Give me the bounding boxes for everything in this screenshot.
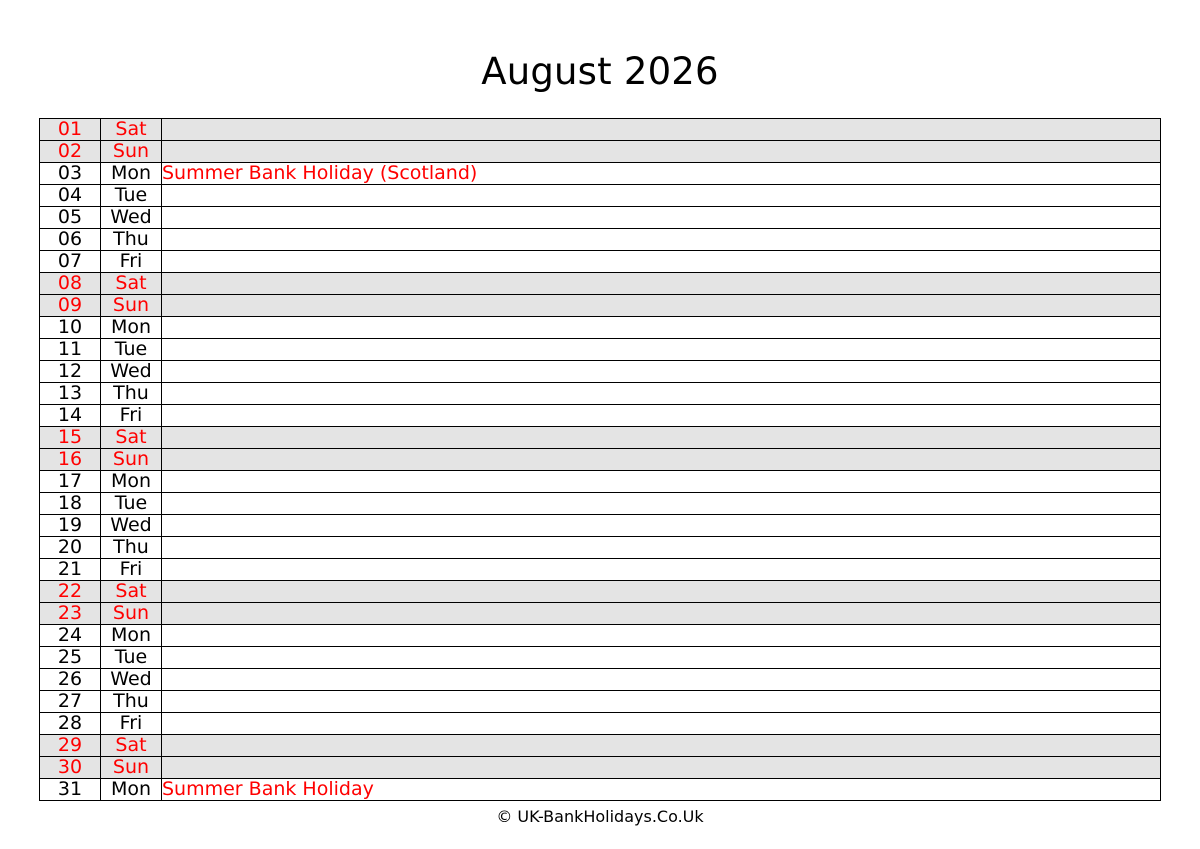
day-note-cell [162, 273, 1161, 295]
day-number: 12 [40, 361, 101, 383]
footer-credit: © UK-BankHolidays.Co.Uk [496, 807, 704, 826]
day-of-week: Sat [101, 119, 162, 141]
calendar-row [40, 515, 1161, 537]
day-note-cell [162, 163, 1161, 185]
calendar-row [40, 339, 1161, 361]
day-number: 05 [40, 207, 101, 229]
day-of-week: Mon [101, 317, 162, 339]
calendar-row [40, 119, 1161, 141]
day-note-cell [162, 757, 1161, 779]
day-of-week: Sat [101, 427, 162, 449]
day-of-week: Thu [101, 537, 162, 559]
day-number: 21 [40, 559, 101, 581]
calendar-row [40, 471, 1161, 493]
day-note-cell [162, 493, 1161, 515]
day-note-cell [162, 603, 1161, 625]
day-note-cell [162, 515, 1161, 537]
calendar-row [40, 779, 1161, 801]
day-number: 15 [40, 427, 101, 449]
day-note-cell [162, 207, 1161, 229]
day-number: 25 [40, 647, 101, 669]
day-of-week: Tue [101, 185, 162, 207]
day-note-cell [162, 251, 1161, 273]
day-note-cell [162, 119, 1161, 141]
day-of-week: Mon [101, 625, 162, 647]
day-number: 13 [40, 383, 101, 405]
day-of-week: Wed [101, 515, 162, 537]
calendar-row [40, 229, 1161, 251]
day-number: 16 [40, 449, 101, 471]
calendar-row [40, 141, 1161, 163]
calendar-row [40, 273, 1161, 295]
calendar-row [40, 581, 1161, 603]
calendar-row [40, 207, 1161, 229]
day-number: 22 [40, 581, 101, 603]
day-number: 06 [40, 229, 101, 251]
day-of-week: Wed [101, 669, 162, 691]
day-of-week: Fri [101, 251, 162, 273]
day-note-cell [162, 471, 1161, 493]
day-of-week: Thu [101, 229, 162, 251]
day-of-week: Fri [101, 713, 162, 735]
calendar-row [40, 185, 1161, 207]
day-number: 27 [40, 691, 101, 713]
day-of-week: Sat [101, 581, 162, 603]
calendar-row [40, 317, 1161, 339]
day-number: 07 [40, 251, 101, 273]
day-note-cell [162, 229, 1161, 251]
calendar-row [40, 713, 1161, 735]
day-number: 28 [40, 713, 101, 735]
day-of-week: Mon [101, 163, 162, 185]
day-note-cell [162, 669, 1161, 691]
day-number: 10 [40, 317, 101, 339]
calendar-row [40, 405, 1161, 427]
day-number: 30 [40, 757, 101, 779]
day-number: 01 [40, 119, 101, 141]
day-of-week: Mon [101, 471, 162, 493]
day-note-cell [162, 713, 1161, 735]
day-note-cell [162, 405, 1161, 427]
calendar-row [40, 735, 1161, 757]
calendar-row [40, 625, 1161, 647]
calendar-row [40, 449, 1161, 471]
day-of-week: Sun [101, 757, 162, 779]
day-number: 31 [40, 779, 101, 801]
calendar-row [40, 251, 1161, 273]
day-of-week: Tue [101, 493, 162, 515]
day-note-cell [162, 141, 1161, 163]
calendar-table [39, 118, 1161, 801]
day-note-cell [162, 185, 1161, 207]
day-of-week: Sat [101, 273, 162, 295]
day-of-week: Sat [101, 735, 162, 757]
day-note-cell [162, 361, 1161, 383]
holiday-label: Summer Bank Holiday [162, 778, 374, 800]
day-number: 11 [40, 339, 101, 361]
day-note-cell [162, 735, 1161, 757]
day-number: 29 [40, 735, 101, 757]
day-note-cell [162, 427, 1161, 449]
day-of-week: Tue [101, 647, 162, 669]
day-number: 26 [40, 669, 101, 691]
day-of-week: Mon [101, 779, 162, 801]
day-of-week: Fri [101, 559, 162, 581]
calendar-row [40, 163, 1161, 185]
day-number: 20 [40, 537, 101, 559]
day-of-week: Wed [101, 207, 162, 229]
day-note-cell [162, 581, 1161, 603]
day-note-cell [162, 779, 1161, 801]
day-of-week: Thu [101, 691, 162, 713]
calendar-row [40, 361, 1161, 383]
day-number: 03 [40, 163, 101, 185]
calendar-row [40, 493, 1161, 515]
day-note-cell [162, 559, 1161, 581]
holiday-label: Summer Bank Holiday (Scotland) [162, 162, 478, 184]
day-number: 09 [40, 295, 101, 317]
day-of-week: Sun [101, 449, 162, 471]
calendar-row [40, 559, 1161, 581]
day-note-cell [162, 317, 1161, 339]
day-number: 18 [40, 493, 101, 515]
day-number: 04 [40, 185, 101, 207]
day-number: 08 [40, 273, 101, 295]
calendar-container [39, 90, 1161, 827]
day-note-cell [162, 449, 1161, 471]
calendar-row [40, 691, 1161, 713]
calendar-row [40, 537, 1161, 559]
day-of-week: Thu [101, 383, 162, 405]
day-note-cell [162, 537, 1161, 559]
calendar-row [40, 647, 1161, 669]
day-of-week: Sun [101, 603, 162, 625]
calendar-row [40, 757, 1161, 779]
calendar-body [40, 119, 1161, 801]
day-number: 17 [40, 471, 101, 493]
day-of-week: Fri [101, 405, 162, 427]
day-note-cell [162, 295, 1161, 317]
day-number: 14 [40, 405, 101, 427]
day-of-week: Sun [101, 141, 162, 163]
day-note-cell [162, 339, 1161, 361]
calendar-row [40, 427, 1161, 449]
calendar-row [40, 603, 1161, 625]
day-of-week: Wed [101, 361, 162, 383]
day-of-week: Tue [101, 339, 162, 361]
day-note-cell [162, 625, 1161, 647]
day-number: 24 [40, 625, 101, 647]
day-note-cell [162, 383, 1161, 405]
day-of-week: Sun [101, 295, 162, 317]
calendar-row [40, 295, 1161, 317]
day-number: 23 [40, 603, 101, 625]
day-number: 02 [40, 141, 101, 163]
day-note-cell [162, 647, 1161, 669]
day-number: 19 [40, 515, 101, 537]
day-note-cell [162, 691, 1161, 713]
calendar-row [40, 383, 1161, 405]
calendar-row [40, 669, 1161, 691]
page-title: August 2026 [481, 50, 719, 93]
